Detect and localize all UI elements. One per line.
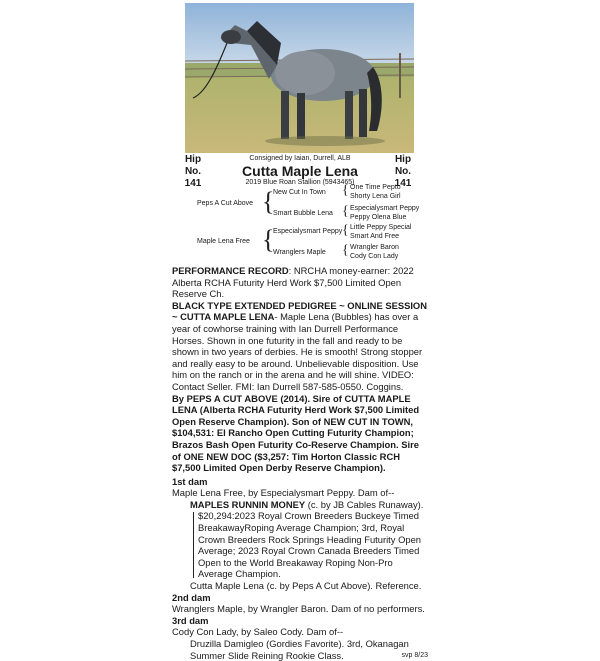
brace-icon: { — [342, 204, 349, 219]
produce-rest: (c. by JB Cables Runaway). — [305, 498, 424, 510]
second-dam-label: 2nd dam — [172, 591, 211, 603]
performance-record — [172, 265, 428, 300]
performance-label: PERFORMANCE RECORD — [172, 265, 289, 276]
footer-code: svp 8/23 — [401, 651, 428, 659]
pedigree-dam: Maple Lena Free — [197, 238, 250, 245]
pedigree-dam-sire-sire: Little Peppy Special — [350, 224, 412, 231]
black-type-text: - Maple Lena (Bubbles) has over a year of cowhorse training with Ian Durrell Performance Horses. Shown in one futurity in the fall and ready to be shown in two years of derbies. He is smooth! Strong stopper and really easy to be around. Unbelievable disposition. Use him on the ranch or in the arena and he will shine. VIDEO: Contact Seller. FMI: Ian Durrell 587-585-0550. Coggins. — [172, 311, 423, 392]
hip-number-left — [176, 154, 210, 190]
pedigree-sire-dam: Smart Bubble Lena — [273, 210, 333, 217]
first-dam-produce-record: $20,294:2023 Royal Crown Breeders Buckeye Timed BreakawayRoping Average Champion; 3rd, Royal Crown Breeders Rock Springs Heading Futurity Open Average; 2023 Royal Crown Canada Breeders Timed Open to the World Breakaway Roping Non-Pro Average Champion. — [172, 510, 428, 580]
pedigree-sire-dam-dam: Peppy Olena Blue — [350, 214, 407, 221]
hip-value: 141 — [184, 178, 202, 189]
sire-section: By PEPS A CUT ABOVE (2014). Sire of CUTTA MAPLE LENA (Alberta RCHA Futurity Herd Work $7,500 Limited Open Reserve Champion). Son of NEW CUT IN TOWN, $104,531: El Rancho Open Cutting Futurity Champion; Brazos Bash Open Futurity Co-Reserve Champion. Sire of ONE NEW DOC ($3,257: Tim Horton Classic RCH $7,500 Limited Open Derby Reserve Champion). — [172, 392, 420, 474]
third-dam-produce — [172, 638, 428, 661]
brace-icon: { — [342, 183, 349, 198]
first-dam-line: Maple Lena Free, by Especialysmart Peppy. Dam of-- — [172, 487, 395, 499]
pedigree-sire-sire-sire: One Time Pepto — [350, 184, 401, 191]
black-type-paragraph — [172, 300, 428, 393]
first-dam-label: 1st dam — [172, 475, 208, 487]
first-dam-produce — [172, 499, 428, 511]
hip-label: Hip No. — [394, 154, 412, 177]
produce-title: MAPLES RUNNIN MONEY — [190, 498, 306, 510]
pedigree-dam-dam-dam: Cody Con Lady — [350, 253, 399, 260]
second-dam-line: Wranglers Maple, by Wrangler Baron. Dam of no performers. — [172, 603, 425, 615]
third-dam-label: 3rd dam — [172, 614, 209, 626]
brace-icon: { — [262, 225, 275, 254]
consignor: Consigned by Iaian, Durrell, ALB — [249, 155, 351, 162]
third-produce-text: Druzilla Damigleo (Gordies Favorite). 3rd, Okanagan Summer Slide Reining Rookie Class. — [190, 638, 409, 661]
brace-icon: { — [342, 223, 349, 238]
hip-label: Hip No. — [184, 154, 202, 177]
pedigree-sire-sire-dam: Shorty Lena Girl — [350, 193, 401, 200]
pedigree-sire-dam-sire: Especialysmart Peppy — [350, 205, 420, 212]
pedigree-dam-sire-dam: Smart And Free — [350, 233, 400, 240]
pedigree-dam-sire: Especialysmart Peppy — [273, 228, 343, 235]
hip-value: 141 — [394, 178, 412, 189]
horse-description: 2019 Blue Roan Stallion (5943465) — [245, 179, 355, 186]
pedigree-dam-dam: Wranglers Maple — [273, 249, 326, 256]
pedigree-sire-sire: New Cut In Town — [273, 189, 326, 196]
horse-photo — [185, 3, 414, 153]
catalog-body — [172, 265, 428, 661]
pedigree-sire: Peps A Cut Above — [197, 200, 254, 207]
brace-icon: { — [342, 243, 349, 258]
black-type-heading: BLACK TYPE EXTENDED PEDIGREE ~ ONLINE SESSION ~ CUTTA MAPLE LENA — [172, 299, 427, 323]
horse-name: Cutta Maple Lena — [242, 163, 358, 179]
pedigree-dam-dam-sire: Wrangler Baron — [350, 244, 399, 251]
third-dam-line: Cody Con Lady, by Saleo Cody. Dam of-- — [172, 626, 344, 638]
performance-text: : NRCHA money-earner: 2022 Alberta RCHA Futurity Herd Work $7,500 Limited Open Reserve Ch. — [172, 265, 414, 300]
brace-icon: { — [262, 187, 275, 216]
first-dam-reference: Cutta Maple Lena (c. by Peps A Cut Above). Reference. — [190, 580, 422, 592]
